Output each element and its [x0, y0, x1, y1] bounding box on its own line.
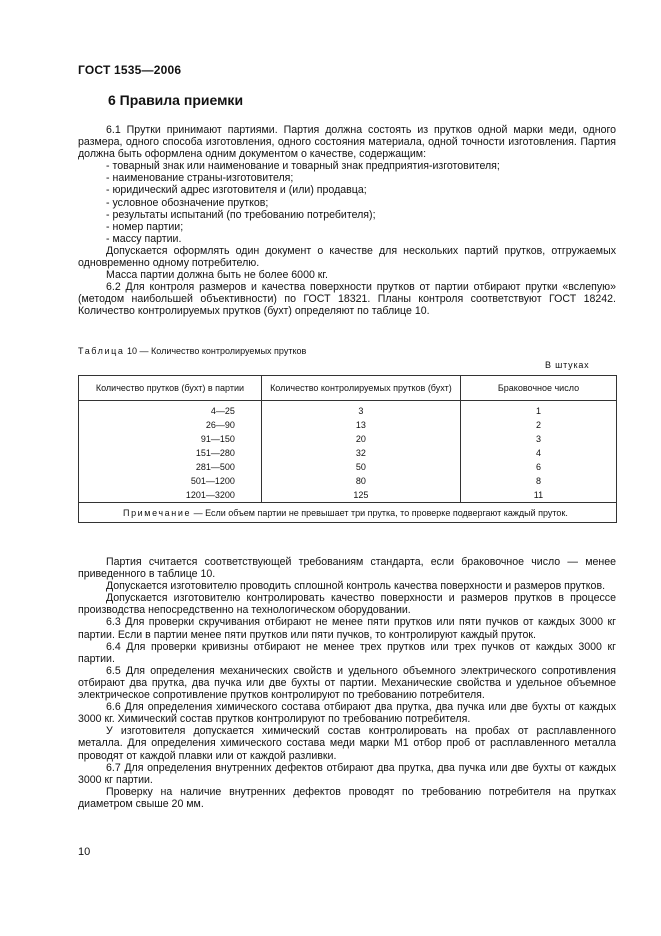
document-header: ГОСТ 1535—2006 — [78, 63, 182, 77]
table-header-cell: Браковочное число — [460, 376, 616, 401]
list-item: - результаты испытаний (по требованию потребителя); — [106, 208, 376, 221]
paragraph-6-1: 6.1 Прутки принимают партиями. Партия должна состоять из прутков одной марки меди, одного размера, одного способа изготовления, одного состояния материала, одной точности изготовления. Партия должна быть оформлена одним документом о качестве, содержащим: — [78, 124, 616, 161]
paragraph-6-7: 6.7 Для определения внутренних дефектов отбирают два прутка, два пучка или две бухты от каждых 3000 кг партии. — [78, 761, 616, 786]
table-cell: 4 — [460, 446, 616, 460]
quantity-table — [78, 375, 617, 523]
table-cell: 4—25 — [79, 401, 262, 419]
table-row — [79, 460, 617, 474]
table-cell: 2 — [460, 418, 616, 432]
table-row — [79, 474, 617, 488]
table-header-row — [79, 376, 617, 401]
table-cell: 26—90 — [79, 418, 262, 432]
page-number: 10 — [78, 846, 91, 858]
table-caption — [78, 346, 306, 356]
table-cell: 281—500 — [79, 460, 262, 474]
paragraph-6-3: 6.3 Для проверки скручивания отбирают не менее пяти прутков или пяти пучков от каждых 3000 кг партии. Если в партии менее пяти прутков или пяти пучков, то контролируют каждый пруток. — [78, 616, 616, 641]
intro-text-block — [78, 124, 616, 318]
table-cell: 80 — [261, 474, 460, 488]
list-item: - наименование страны-изготовителя; — [106, 172, 294, 185]
table-cell: 11 — [460, 488, 616, 503]
table-note-label: Примечание — [123, 507, 192, 518]
paragraph: У изготовителя допускается химический состав контролировать на пробах от расплавленного металла. Для определения химического состава меди марки М1 отбор проб от расплавленного металла проводят от каждой плавки или от каждой разливки. — [78, 725, 616, 762]
table-units: В штуках — [545, 360, 590, 370]
list-item: - условное обозначение прутков; — [106, 196, 269, 209]
table-cell: 6 — [460, 460, 616, 474]
table-header-cell: Количество контролируемых прутков (бухт) — [261, 376, 460, 401]
table-caption-text: 10 — Количество контролируемых прутков — [127, 346, 307, 356]
table-cell: 1 — [460, 401, 616, 419]
paragraph: Масса партии должна быть не более 6000 кг. — [106, 269, 328, 282]
table-cell: 3 — [460, 432, 616, 446]
table-cell: 8 — [460, 474, 616, 488]
table-row — [79, 446, 617, 460]
table-cell: 125 — [261, 488, 460, 503]
paragraph-6-4: 6.4 Для проверки кривизны отбирают не менее трех прутков или трех пучков от каждых 3000 кг партии. — [78, 640, 616, 665]
table-cell: 501—1200 — [79, 474, 262, 488]
section-title: 6 Правила приемки — [108, 92, 244, 108]
table-note-text: — Если объем партии не превышает три прутка, то проверке подвергают каждый пруток. — [191, 507, 568, 518]
list-item: - массу партии. — [106, 232, 182, 245]
table-header-cell: Количество прутков (бухт) в партии — [79, 376, 262, 401]
table-cell: 3 — [261, 401, 460, 419]
table-row — [79, 401, 617, 419]
table-note — [79, 503, 617, 523]
table-row — [79, 418, 617, 432]
list-item: - юридический адрес изготовителя и (или) продавца; — [106, 184, 367, 197]
paragraph: Допускается изготовителю контролировать качество поверхности и размеров прутков в процессе производства непосредственно на технологическом оборудовании. — [78, 592, 616, 617]
table-cell: 13 — [261, 418, 460, 432]
table-cell: 20 — [261, 432, 460, 446]
table-caption-label: Таблица — [78, 346, 125, 356]
paragraph: Допускается оформлять один документ о качестве для нескольких партий прутков, отгружаемых одновременно одному потребителю. — [78, 244, 616, 270]
paragraph: Партия считается соответствующей требованиям стандарта, если браковочное число — менее приведенного в таблице 10. — [78, 556, 616, 581]
paragraph-6-6: 6.6 Для определения химического состава отбирают два прутка, два пучка или две бухты от каждых 3000 кг. Химический состав прутков контролируют по требованию потребителя. — [78, 701, 616, 726]
paragraph-6-5: 6.5 Для определения механических свойств и удельного объемного электрического сопротивления отбирают два прутка, два пучка или две бухты от партии. Механические свойства и удельное объемное электрическое сопротивление прутков контролируют по требованию потребителя. — [78, 664, 616, 702]
table-row — [79, 432, 617, 446]
paragraph: Допускается изготовителю проводить сплошной контроль качества поверхности и размеров прутков. — [106, 580, 606, 593]
table-cell: 91—150 — [79, 432, 262, 446]
table-cell: 50 — [261, 460, 460, 474]
list-item: - номер партии; — [106, 220, 184, 233]
table-row — [79, 488, 617, 503]
list-item: - товарный знак или наименование и товарный знак предприятия-изготовителя; — [106, 160, 500, 173]
after-table-text-block — [78, 556, 616, 810]
table-cell: 32 — [261, 446, 460, 460]
paragraph: Проверку на наличие внутренних дефектов проводят по требованию потребителя на прутках диаметром свыше 20 мм. — [78, 785, 616, 810]
table-note-row — [79, 503, 617, 523]
table-cell: 151—280 — [79, 446, 262, 460]
table-cell: 1201—3200 — [79, 488, 262, 503]
paragraph-6-2: 6.2 Для контроля размеров и качества поверхности прутков от партии отбирают прутки «вслепую» (методом наибольшей объективности) по ГОСТ 18321. Планы контроля соответствуют ГОСТ 18242. Количество контролируемых прутков (бухт) определяют по таблице 10. — [78, 281, 616, 318]
